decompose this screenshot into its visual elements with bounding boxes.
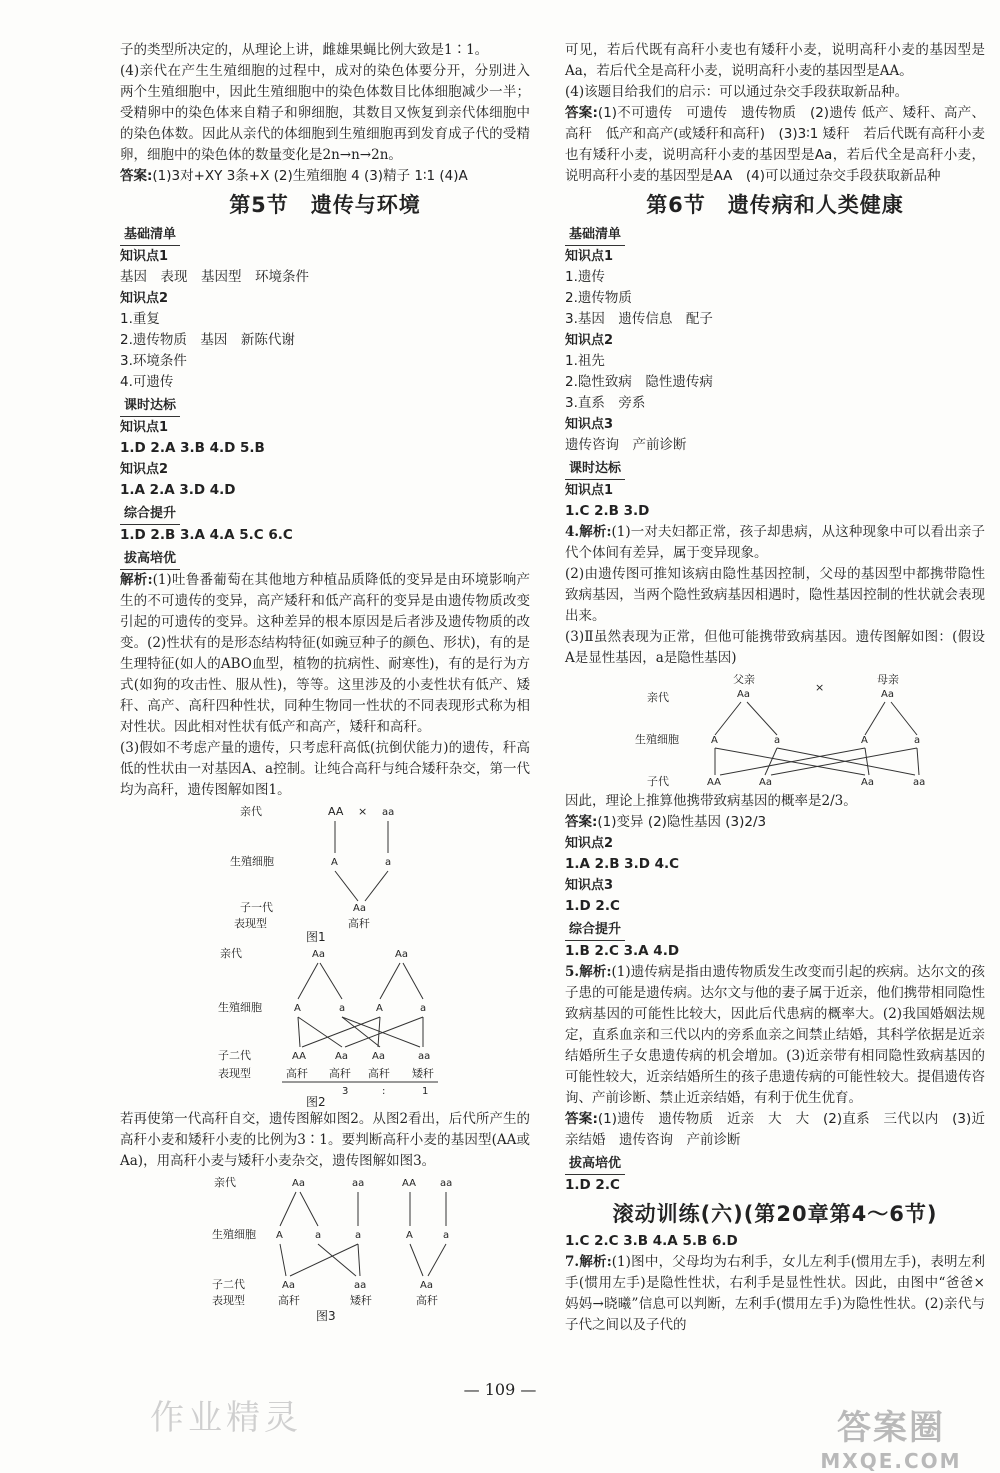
q4-analysis-2: (2)由遗传图可推知该病由隐性基因控制，父母的基因型中都携带隐性致病基因，当两个隐性致病基因相遇时，隐性基因控制的性状就会表现出来。: [565, 566, 985, 624]
knowledge-point-1: 知识点1: [120, 249, 169, 264]
knowledge-point-1: 知识点1: [565, 249, 614, 264]
fig1-o1-phenotype: 高秆: [348, 917, 370, 930]
fig2-op: 高秆: [286, 1067, 308, 1080]
q5-text: (1)遗传病是指由遗传物质发生改变而引起的疾病。达尔文的孩子患的可能是遗传病。达尔文与他的妻子属于近亲，他们携带相同隐性致病基因的可能性比较大，因此后代患病的概率大。(2)我国婚姻法规定，直系血亲和三代以内的旁系血亲之间禁止结婚，其科学依据是近亲结婚所生子女患遗传病的机会增加。(3)近亲带有相同隐性致病基因的可能性较大，近亲结婚所生的孩子患遗传病的可能性较大。提倡遗传咨询、产前诊断、禁止近亲结婚，有利于优生优育。: [565, 964, 986, 1106]
fig3-o: Aa: [282, 1280, 295, 1291]
fig1-caption: 图1: [306, 930, 326, 943]
fig4-g: a: [774, 735, 781, 746]
advanced-tag: 拔高培优: [565, 1153, 625, 1175]
class-goal-tag: 课时达标: [120, 395, 180, 417]
rolling-training-title: 滚动训练(六)(第20章第4～6节): [612, 1202, 938, 1226]
watermark-right-url: MXQE.COM: [820, 1449, 962, 1473]
fig2-g: a: [420, 1003, 427, 1014]
fig1-p1: AA: [328, 805, 344, 818]
basics-tag: 基础清单: [120, 224, 180, 246]
fig4-o: aa: [913, 777, 926, 788]
figure-2-diagram: [120, 945, 530, 1107]
fig4-g: A: [861, 735, 868, 746]
fig4-gamete-label: 生殖细胞: [635, 733, 679, 746]
fig2-phenotype-label: 表现型: [218, 1067, 251, 1080]
fig4-parent-label: 亲代: [647, 691, 669, 704]
cg-knowledge-point-3: 知识点3: [565, 878, 614, 893]
answer-label: 答案:: [565, 105, 598, 121]
fig3-op: 高秆: [278, 1294, 300, 1307]
section-6-title: 第6节 遗传病和人类健康: [646, 193, 904, 217]
kp1-text: 基因 表现 基因型 环境条件: [120, 269, 309, 285]
cg-knowledge-point-1: 知识点1: [120, 420, 169, 435]
cg-kp1-answers: 1.C 2.B 3.D: [565, 503, 650, 519]
analysis-paragraph-3: (3)假如不考虑产量的遗传，只考虑秆高低(抗倒伏能力)的遗传，秆高低的性状由一对基因A、a控制。让纯合高秆与纯合矮秆杂交，第一代均为高秆，遗传图解如图1。: [120, 740, 530, 798]
answer-text: (1)3对+XY 3条+X (2)生殖细胞 4 (3)精子 1∶1 (4)A: [152, 168, 468, 184]
fig2-caption: 图2: [306, 1095, 326, 1107]
advanced-tag: 拔高培优: [120, 548, 180, 570]
q4-analysis-3: (3)Ⅱ虽然表现为正常，但他可能携带致病基因。遗传图解如图：(假设A是显性基因，a是隐性基因): [565, 629, 985, 666]
fig3-g: a: [355, 1230, 362, 1241]
watermark-right: [806, 1400, 976, 1473]
knowledge-point-2: 知识点2: [120, 291, 169, 306]
fig3-o: aa: [354, 1280, 367, 1291]
answer-label: 答案:: [565, 1111, 598, 1127]
intro-paragraph-1: 子的类型所决定的，从理论上讲，雌雄果蝇比例大致是1∶1。: [120, 42, 489, 58]
q7-analysis: [565, 1252, 985, 1336]
knowledge-point-3: 知识点3: [565, 417, 614, 432]
q5-label: 5.解析:: [565, 964, 612, 980]
fig2-p1: Aa: [312, 949, 325, 960]
fig1-gamete-label: 生殖细胞: [230, 855, 274, 868]
fig1-phenotype-label: 表现型: [234, 917, 267, 930]
fig4-g: A: [711, 735, 718, 746]
left-column: [120, 40, 530, 1324]
kp2-item: 2.隐性致病 隐性遗传病: [565, 374, 713, 390]
fig3-op: 矮秆: [350, 1294, 372, 1307]
fig3-phenotype-label: 表现型: [212, 1294, 245, 1307]
cg-kp2-answers: 1.A 2.A 3.D 4.D: [120, 482, 236, 498]
fig1-g2: a: [385, 857, 392, 868]
fig2-op: 高秆: [368, 1067, 390, 1080]
fig3-g: A: [406, 1230, 413, 1241]
fig3-parent-label: 亲代: [214, 1176, 236, 1189]
comprehensive-answers: 1.D 2.B 3.A 4.A 5.C 6.C: [120, 527, 293, 543]
fig3-p: aa: [440, 1178, 453, 1189]
fig2-o: aa: [418, 1051, 431, 1062]
fig1-p2: aa: [382, 807, 395, 818]
fig4-offspring-label: 子代: [647, 775, 669, 788]
fig3-g: a: [315, 1230, 322, 1241]
answer-text: (1)不可遗传 可遗传 遗传物质 (2)遗传 低产、矮秆、高产、高秆 低产和高产(或矮秆和高秆) (3)3∶1 矮秆 若后代既有高秆小麦也有矮秆小麦，说明高秆小麦的基因型是Aa，若后代全是高秆小麦，说明高秆小麦的基因型是AA (4)可以通过杂交手段获取新品种: [565, 105, 985, 184]
analysis-text: (1)吐鲁番葡萄在其他地方种植品质降低的变异是由环境影响产生的不可遗传的变异，高产矮秆和低产高秆的变异是由遗传物质改变引起的可遗传的变异。这种差异的根本原因是后者涉及遗传物质的改变。(2)性状有的是形态结构特征(如豌豆种子的颜色、形状)，有的是生理特征(如人的ABO血型，植物的抗病性、耐寒性)，有的是行为方式(如狗的攻击性、服从性)，等等。这里涉及的小麦性状有低产、矮秆、高产、高秆四种性状，同种生物同一性状的不同表现形式称为相对性状。因此相对性状有低产和高产，矮秆和高秆。: [120, 572, 531, 735]
q4-analysis-1: [565, 522, 985, 564]
class-goal-tag: 课时达标: [565, 458, 625, 480]
fig3-op: 高秆: [416, 1294, 438, 1307]
basics-tag: 基础清单: [565, 224, 625, 246]
fig2-o: AA: [292, 1051, 306, 1062]
right-column: [565, 40, 985, 1336]
fig1-g1: A: [331, 857, 338, 868]
q7-text: (1)图中，父母均为右利手，女儿左利手(惯用左手)，表明左利手(惯用左手)是隐性性状，右利手是显性性状。因此，由图中“爸爸×妈妈→晓曦”信息可以判断，左利手(惯用左手)为隐性性状。(2)亲代与子代之间以及子代的: [565, 1254, 986, 1333]
cg-kp2-answers: 1.A 2.B 3.D 4.C: [565, 856, 680, 872]
right-answer: [565, 103, 985, 187]
fig3-p: AA: [402, 1178, 416, 1189]
fig2-g: a: [339, 1003, 346, 1014]
fig1-parent-label: 亲代: [240, 805, 262, 818]
kp1-item: 2.遗传物质: [565, 290, 632, 306]
kp2-item: 2.遗传物质 基因 新陈代谢: [120, 332, 295, 348]
section-5-title: 第5节 遗传与环境: [229, 193, 421, 217]
fig4-cross: ×: [815, 681, 825, 694]
fig3-p: aa: [352, 1178, 365, 1189]
comprehensive-tag: 综合提升: [565, 919, 625, 941]
comprehensive-answers: 1.B 2.C 3.A 4.D: [565, 943, 680, 959]
fig3-caption: 图3: [316, 1309, 336, 1322]
kp2-item: 1.祖先: [565, 353, 605, 369]
fig4-o: Aa: [759, 777, 772, 788]
analysis-label: 解析:: [120, 572, 153, 588]
fig4-f: Aa: [737, 689, 750, 700]
answer-text: (1)变异 (2)隐性基因 (3)2/3: [597, 814, 767, 830]
page-number: — 109 —: [463, 1380, 537, 1399]
kp2-item: 1.重复: [120, 311, 160, 327]
fig2-o: Aa: [372, 1051, 385, 1062]
kp1-item: 3.基因 遗传信息 配子: [565, 311, 713, 327]
q5-answer: [565, 1109, 985, 1151]
fig2-p2: Aa: [395, 949, 408, 960]
kp2-item: 3.直系 旁系: [565, 395, 646, 411]
cg-knowledge-point-2: 知识点2: [120, 462, 169, 477]
fig2-o: Aa: [335, 1051, 348, 1062]
right-paragraph-2: (4)该题目给我们的启示：可以通过杂交手段获取新品种。: [565, 84, 909, 100]
fig1-cross: ×: [358, 805, 368, 818]
comprehensive-tag: 综合提升: [120, 503, 180, 525]
q5-analysis: [565, 962, 985, 1109]
fig2-ratio-a: 3: [342, 1086, 349, 1097]
cg-knowledge-point-2: 知识点2: [565, 836, 614, 851]
kp2-item: 4.可遗传: [120, 374, 174, 390]
fig2-ratio-sep: :: [382, 1086, 386, 1097]
q4-conclusion: 因此，理论上推算他携带致病基因的概率是2/3。: [565, 793, 857, 809]
watermark-left: 作业精灵: [150, 1398, 302, 1438]
rolling-answers: 1.C 2.C 3.B 4.A 5.B 6.D: [565, 1233, 738, 1249]
fig1-offspring-label: 子一代: [240, 901, 273, 914]
answer-text: (1)遗传 遗传物质 近亲 大 大 (2)直系 三代以内 (3)近亲结婚 遗传咨询 产前诊断: [565, 1111, 985, 1148]
fig3-g: A: [276, 1230, 283, 1241]
answer-label: 答案:: [120, 168, 153, 184]
figure-3-diagram: [120, 1174, 530, 1322]
cg-kp1-answers: 1.D 2.A 3.B 4.D 5.B: [120, 440, 265, 456]
cg-knowledge-point-1: 知识点1: [565, 483, 614, 498]
q4-answer: [565, 812, 985, 833]
fig3-offspring-label: 子二代: [212, 1278, 245, 1291]
cg-kp3-answers: 1.D 2.C: [565, 898, 620, 914]
fig2-ratio-b: 1: [422, 1086, 429, 1097]
fig2-gamete-label: 生殖细胞: [218, 1001, 262, 1014]
knowledge-point-2: 知识点2: [565, 333, 614, 348]
fig4-o: Aa: [861, 777, 874, 788]
fig2-g: A: [294, 1003, 301, 1014]
fig3-o: Aa: [420, 1280, 433, 1291]
fig2-op: 高秆: [329, 1067, 351, 1080]
fig3-g: a: [443, 1230, 450, 1241]
answer-label: 答案:: [565, 814, 598, 830]
right-paragraph-1: 可见，若后代既有高秆小麦也有矮秆小麦，说明高秆小麦的基因型是Aa，若后代全是高秆小麦，说明高秆小麦的基因型是AA。: [565, 42, 985, 79]
after-figure-2: 若再使第一代高秆自交，遗传图解如图2。从图2看出，后代所产生的高秆小麦和矮秆小麦的比例为3∶1。要判断高秆小麦的基因型(AA或Aa)，用高秆小麦与矮秆小麦杂交，遗传图解如图3。: [120, 1111, 530, 1169]
fig2-offspring-label: 子二代: [218, 1049, 251, 1062]
intro-answer: [120, 166, 530, 187]
q4-label: 4.解析:: [565, 524, 612, 540]
kp3-text: 遗传咨询 产前诊断: [565, 437, 687, 453]
fig4-o: AA: [707, 777, 721, 788]
fig3-gamete-label: 生殖细胞: [212, 1228, 256, 1241]
fig4-father: 父亲: [733, 673, 755, 686]
kp1-item: 1.遗传: [565, 269, 605, 285]
fig2-parent-label: 亲代: [220, 947, 242, 960]
fig1-o1: Aa: [353, 903, 366, 914]
fig3-p: Aa: [292, 1178, 305, 1189]
q7-label: 7.解析:: [565, 1254, 612, 1270]
fig2-op: 矮秆: [412, 1067, 434, 1080]
fig4-mother: 母亲: [877, 673, 899, 686]
figure-4-diagram: [565, 671, 985, 789]
fig2-g: A: [376, 1003, 383, 1014]
analysis-paragraph: [120, 570, 530, 738]
q4-text-1: (1)一对夫妇都正常，孩子却患病，从这种现象中可以看出亲子代个体间有差异，属于变异现象。: [565, 524, 986, 561]
fig4-g: a: [914, 735, 921, 746]
kp2-item: 3.环境条件: [120, 353, 187, 369]
watermark-right-main: 答案圈: [837, 1408, 945, 1448]
advanced-answers: 1.D 2.C: [565, 1177, 620, 1193]
intro-paragraph-2: (4)亲代在产生生殖细胞的过程中，成对的染色体要分开，分别进入两个生殖细胞中，因此生殖细胞中的染色体数目比体细胞减少一半；受精卵中的染色体来自精子和卵细胞，其数目又恢复到亲代体细胞中的染色体数。因此从亲代的体细胞到生殖细胞再到发育成子代的受精卵，细胞中的染色体的数量变化是2n→n→2n。: [120, 63, 530, 163]
fig4-m: Aa: [881, 689, 894, 700]
figure-1-diagram: [120, 803, 530, 943]
